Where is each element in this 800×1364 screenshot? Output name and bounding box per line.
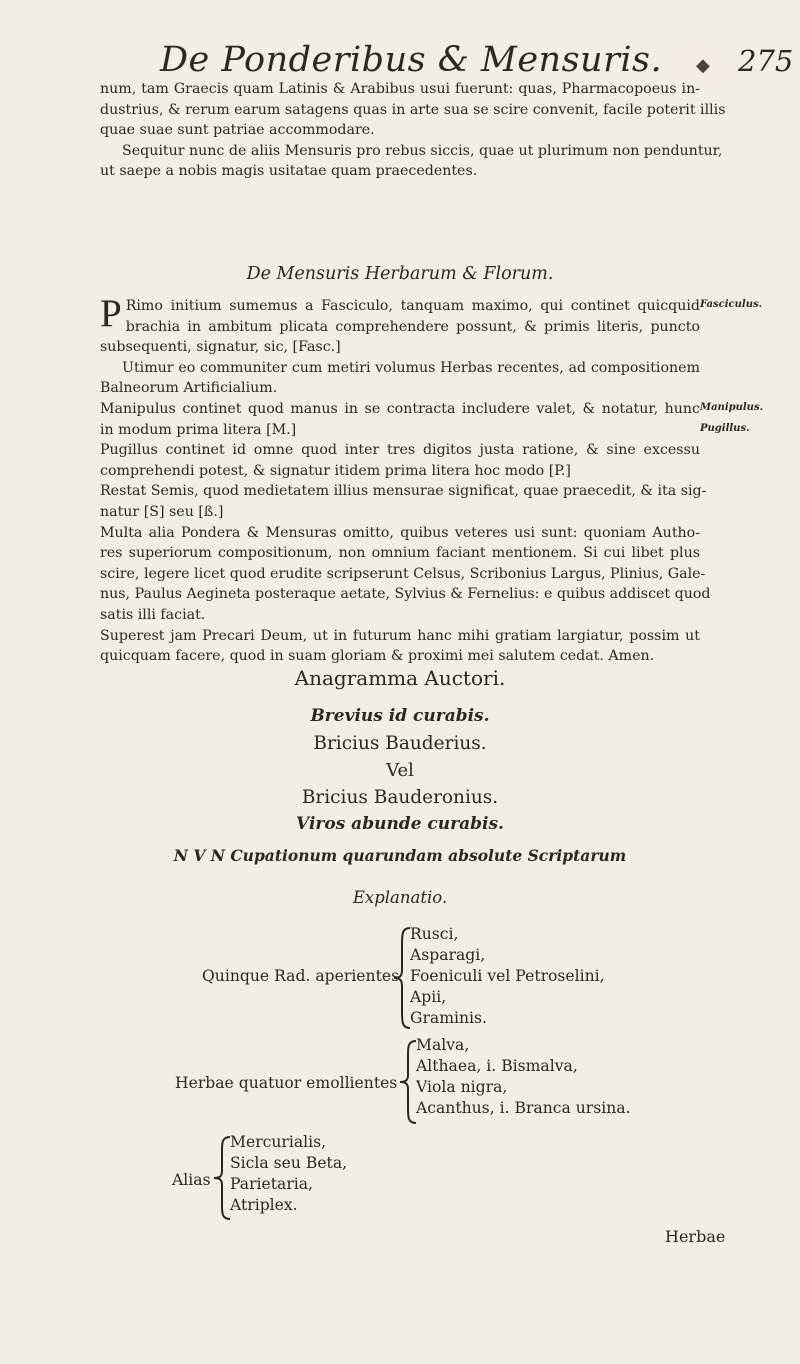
section-body [100,292,711,667]
running-head: De Ponderibus & Mensuris. [160,40,663,80]
intro-paragraph [100,79,726,182]
ornament-icon: ◆ [696,55,710,76]
group-item: Althaea, i. Bismalva, [416,1057,578,1075]
text-line: Multa alia Pondera & Mensuras omitto, quibus veteres usi sunt: quoniam Autho- [100,524,700,541]
anagram-line: Brevius id curabis. [310,706,490,726]
text-line: brachia in ambitum plicata comprehendere possunt, & primis literis, puncto [125,318,700,335]
group-item: Acanthus, i. Branca ursina. [416,1099,631,1117]
group-item: Apii, [410,988,447,1006]
group-item: Asparagi, [410,946,486,964]
text-line: Utimur eo communiter cum metiri volumus Herbas recentes, ad compositionem [122,359,700,376]
page-number: 275 [738,44,794,78]
group-item: Rusci, [410,925,459,943]
text-line: in modum prima litera [M.] [100,421,297,438]
text-line: subsequenti, signatur, sic, [Fasc.] [100,339,341,356]
text-line: Sequitur nunc de aliis Mensuris pro rebus siccis, quae ut plurimum non penduntur, [122,142,723,159]
cupationum-heading: N V N Cupationum quarundam absolute Scriptarum [173,846,627,865]
text-line: dustrius, & rerum earum satagens quas in arte sua se scire convenit, facile poterit illis [100,101,726,118]
group-item: Foeniculi vel Petroselini, [410,967,605,985]
text-line: ut saepe a nobis magis usitatae quam praecedentes. [100,163,478,180]
text-line: res superiorum compositionum, non omnium faciant mentionem. Si cui libet plus [100,545,700,562]
drop-cap: P [100,292,122,335]
group-item: Malva, [416,1036,470,1054]
group-item: Graminis. [410,1009,487,1027]
text-line: Superest jam Precari Deum, ut in futurum hanc mihi gratiam largiatur, possim ut [100,627,700,644]
text-line: num, tam Graecis quam Latinis & Arabibus usui fuerunt: quas, Pharmacopoeus in- [100,81,700,97]
section-heading: De Mensuris Herbarum & Florum. [246,264,554,284]
text-line: quae suae sunt patriae accommodare. [100,122,375,139]
catchword: Herbae [665,1227,726,1246]
anagram-line: Viros abunde curabis. [296,814,504,834]
text-line: Rimo initium sumemus a Fasciculo, tanquam maximo, qui continet quicquid [125,298,700,314]
group-label: Alias [172,1171,211,1189]
margin-note: Pugillus. [700,423,750,434]
text-line: natur [S] seu [ß.] [100,503,224,520]
group-item: Parietaria, [230,1175,314,1193]
text-line: nus, Paulus Aegineta posteraque aetate, Sylvius & Fernelius: e quibus addiscet quod [100,586,711,603]
explanatio-heading: Explanatio. [352,888,448,907]
group-label: Quinque Rad. aperientes [202,967,400,985]
text-line: Pugillus continet id omne quod inter tres digitos justa ratione, & sine excessu [100,442,700,459]
anagram-line: Vel [386,760,414,781]
group-label: Herbae quatuor emollientes [175,1074,398,1092]
text-line: Restat Semis, quod medietatem illius mensurae significat, quae praecedit, & ita sig- [100,483,707,500]
text-line: scire, legere licet quod erudite scripserunt Celsus, Scribonius Largus, Plinius, Gale- [100,565,706,582]
group-item: Viola nigra, [416,1078,508,1096]
margin-note: Manipulus. [700,402,764,413]
group-item: Atriplex. [230,1196,298,1214]
anagram-line: Bricius Bauderonius. [301,787,499,808]
text-line: Manipulus continet quod manus in se contracta includere valet, & notatur, hunc [100,400,700,417]
group-item: Mercurialis, [230,1133,327,1151]
anagram-line: Bricius Bauderius. [313,733,487,754]
anagram-title: Anagramma Auctori. [294,666,506,690]
margin-note: Fasciculus. [700,299,763,310]
text-line: satis illi faciat. [100,606,206,623]
group-item: Sicla seu Beta, [230,1154,348,1172]
text-line: comprehendi potest, & signatur itidem prima litera hoc modo [P.] [100,462,571,479]
text-line: Balneorum Artificialium. [100,380,278,397]
text-line: quicquam facere, quod in suam gloriam & proximi mei salutem cedat. Amen. [100,648,655,665]
